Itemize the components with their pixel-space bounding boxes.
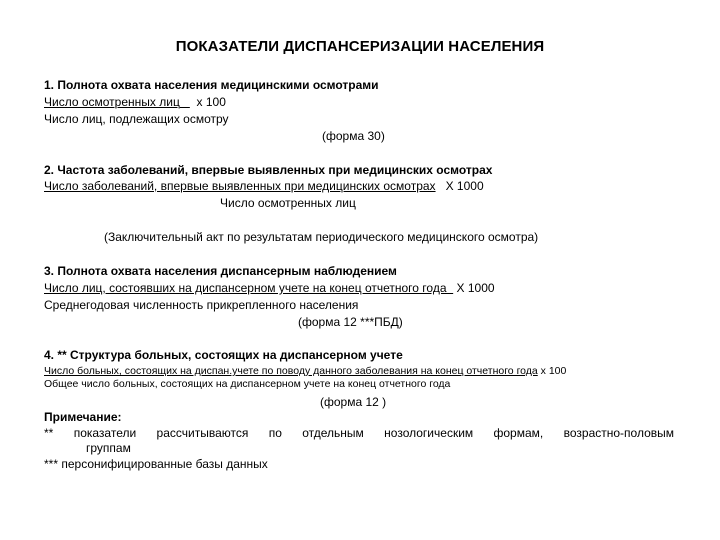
section3-underline-gap bbox=[447, 281, 454, 295]
section2-heading: 2. Частота заболеваний, впервые выявленных при медицинских осмотрах bbox=[44, 163, 493, 177]
section1-denominator: Число лиц, подлежащих осмотру bbox=[44, 112, 229, 126]
section4-multiplier: х 100 bbox=[540, 365, 567, 377]
section4-formula-numerator bbox=[44, 365, 566, 377]
section4-heading: 4. ** Структура больных, состоящих на диспансерном учете bbox=[44, 348, 403, 362]
section3-multiplier: Х 1000 bbox=[456, 281, 495, 295]
section1-formula-numerator bbox=[44, 95, 226, 109]
section1-numerator: Число осмотренных лиц bbox=[44, 95, 180, 109]
section1-underline-gap bbox=[180, 95, 190, 109]
section3-source: (форма 12 ***ПБД) bbox=[298, 315, 403, 329]
section3-numerator: Число лиц, состоявших на диспансерном учете на конец отчетного года bbox=[44, 281, 447, 295]
section1-heading: 1. Полнота охвата населения медицинскими осмотрами bbox=[44, 78, 379, 92]
section3-formula-numerator bbox=[44, 281, 495, 295]
note-item2: *** персонифицированные базы данных bbox=[44, 457, 268, 471]
note-item1-line2: группам bbox=[86, 441, 131, 455]
section4-denominator: Общее число больных, состоящих на диспансерном учете на конец отчетного года bbox=[44, 378, 451, 390]
section1-source: (форма 30) bbox=[322, 129, 385, 143]
section2-source: (Заключительный акт по результатам периодического медицинского осмотра) bbox=[104, 230, 539, 244]
section3-denominator: Среднегодовая численность прикрепленного населения bbox=[44, 298, 359, 312]
section4-source: (форма 12 ) bbox=[320, 395, 387, 409]
section1-multiplier: х 100 bbox=[196, 95, 226, 109]
note-item1-line1: ** показатели рассчитываются по отдельным нозологическим формам, возрастно-половым bbox=[44, 426, 674, 440]
section2-numerator: Число заболеваний, впервые выявленных при медицинских осмотрах bbox=[44, 179, 436, 193]
section2-multiplier: Х 1000 bbox=[445, 179, 484, 193]
section4-numerator: Число больных, состоящих на диспан.учете по поводу данного заболевания на конец отчетного года bbox=[44, 365, 538, 377]
section2-formula-numerator bbox=[44, 179, 484, 193]
section3-heading: 3. Полнота охвата населения диспансерным наблюдением bbox=[44, 264, 397, 278]
section2-denominator: Число осмотренных лиц bbox=[220, 196, 356, 210]
page-title: ПОКАЗАТЕЛИ ДИСПАНСЕРИЗАЦИИ НАСЕЛЕНИЯ bbox=[175, 38, 545, 55]
note-heading: Примечание: bbox=[44, 410, 122, 424]
